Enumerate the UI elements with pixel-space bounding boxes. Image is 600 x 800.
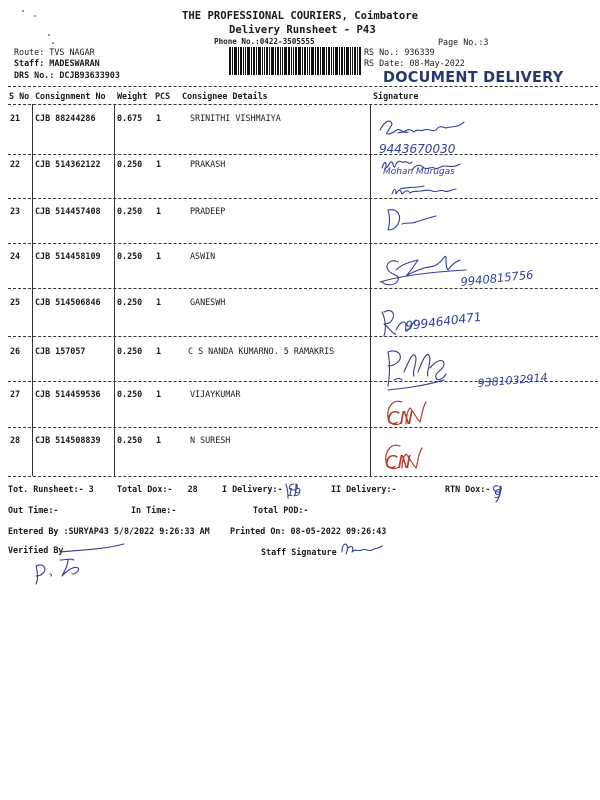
printed-on: Printed On: 08-05-2022 09:26:43 [230,526,387,536]
entered-by: Entered By :SURYAP43 5/8/2022 9:26:33 AM [8,526,210,536]
row-pcs: 1 [156,389,162,399]
row-pcs: 1 [156,159,162,169]
row-sno: 21 [10,113,21,123]
row-sno: 22 [10,159,21,169]
row-weight: 0.675 [117,113,143,123]
verified-by-signature [36,544,124,584]
handwritten-phone-row-24: 9940815756 [459,267,535,289]
company-name: THE PROFESSIONAL COURIERS, Coimbatore [182,10,418,22]
staff-signature-mark [342,544,382,554]
rs-number: RS No.: 936339 [364,47,435,57]
row-consignment: CJB 514506846 [35,297,101,307]
row-consignment: CJB 514457408 [35,206,101,216]
row-weight: 0.250 [117,159,143,169]
signature-row-21 [380,121,464,134]
handwritten-i-delivery: 19 [287,486,301,499]
runsheet-title: Delivery Runsheet - P43 [229,24,376,36]
handwritten-rtn-dox: 9 [494,487,502,501]
handwritten-phone-row-21: 9443670030 [379,142,456,156]
row-weight: 0.250 [117,206,143,216]
col-weight: Weight [117,91,148,101]
row-sno: 28 [10,435,21,445]
row-weight: 0.250 [117,251,143,261]
row-consignee: ASWIN [190,251,216,261]
row-consignee: PRAKASH [190,159,226,169]
row-consignment: CJB 514458109 [35,251,101,261]
drs-number: DRS No.: DCJB93633903 [14,70,120,80]
i-delivery-label: I Delivery:- [222,484,283,494]
staff-signature-label: Staff Signature [261,547,337,557]
row-consignment: CJB 88244286 [35,113,96,123]
rtn-dox-label: RTN Dox:- [445,484,491,494]
row-weight: 0.250 [117,346,143,356]
row-sno: 24 [10,251,21,261]
row-consignment: CJB 514362122 [35,159,101,169]
row-consignee: VIJAYKUMAR [190,389,241,399]
row-consignee: SRINITHI VISHMAIYA [190,113,281,123]
row-pcs: 1 [156,251,162,261]
signature-row-24 [380,256,466,284]
verified-by: Verified By [8,545,64,555]
handwritten-phone-row-25: 9994640471 [404,309,483,333]
phone-number: Phone No.:0422-3505555 [214,37,315,46]
signature-row-26 [388,351,446,390]
page-number: Page No.:3 [438,37,489,47]
row-consignee: GANESWH [190,297,226,307]
rs-date: RS Date: 08-May-2022 [364,58,465,68]
row-pcs: 1 [156,346,162,356]
row-consignment: CJB 514508839 [35,435,101,445]
row-pcs: 1 [156,206,162,216]
handwritten-cn-row-28: CN [385,452,412,473]
out-time: Out Time:- [8,505,59,515]
row-pcs: 1 [156,435,162,445]
row-consignee: C S NANDA KUMARNO. 5 RAMAKRIS [188,346,335,356]
tot-runsheet: Tot. Runsheet:- 3 [8,484,94,494]
total-dox: Total Dox:- 28 [117,484,198,494]
row-sno: 23 [10,206,21,216]
col-signature: Signature [373,91,419,101]
in-time: In Time:- [131,505,177,515]
row-consignment: CJB 514459536 [35,389,101,399]
row-sno: 27 [10,389,21,399]
col-sno: S No [9,91,30,101]
row-weight: 0.250 [117,389,143,399]
ii-delivery-label: II Delivery:- [331,484,397,494]
signature-row-23 [388,210,436,230]
row-pcs: 1 [156,297,162,307]
row-consignment: CJB 157057 [35,346,86,356]
handwritten-name-row-22: Mohan Murugas [383,167,455,177]
col-consignee: Consignee Details [182,91,268,101]
route: Route: TVS NAGAR [14,47,95,57]
row-sno: 25 [10,297,21,307]
staff: Staff: MADESWARAN [14,58,100,68]
col-pcs: PCS [155,91,171,101]
document-delivery-stamp: DOCUMENT DELIVERY [383,68,564,86]
row-consignee: PRADEEP [190,206,226,216]
row-pcs: 1 [156,113,162,123]
row-weight: 0.250 [117,297,143,307]
handwritten-phone-row-26: 9381032914 [477,370,548,390]
signature-row-22b [392,186,456,194]
total-pod: Total POD:- [253,505,309,515]
row-sno: 26 [10,346,21,356]
handwritten-cn-row-27: CN [387,408,414,429]
col-consignment: Consignment No [35,91,106,101]
row-weight: 0.250 [117,435,143,445]
row-consignee: N SURESH [190,435,231,445]
